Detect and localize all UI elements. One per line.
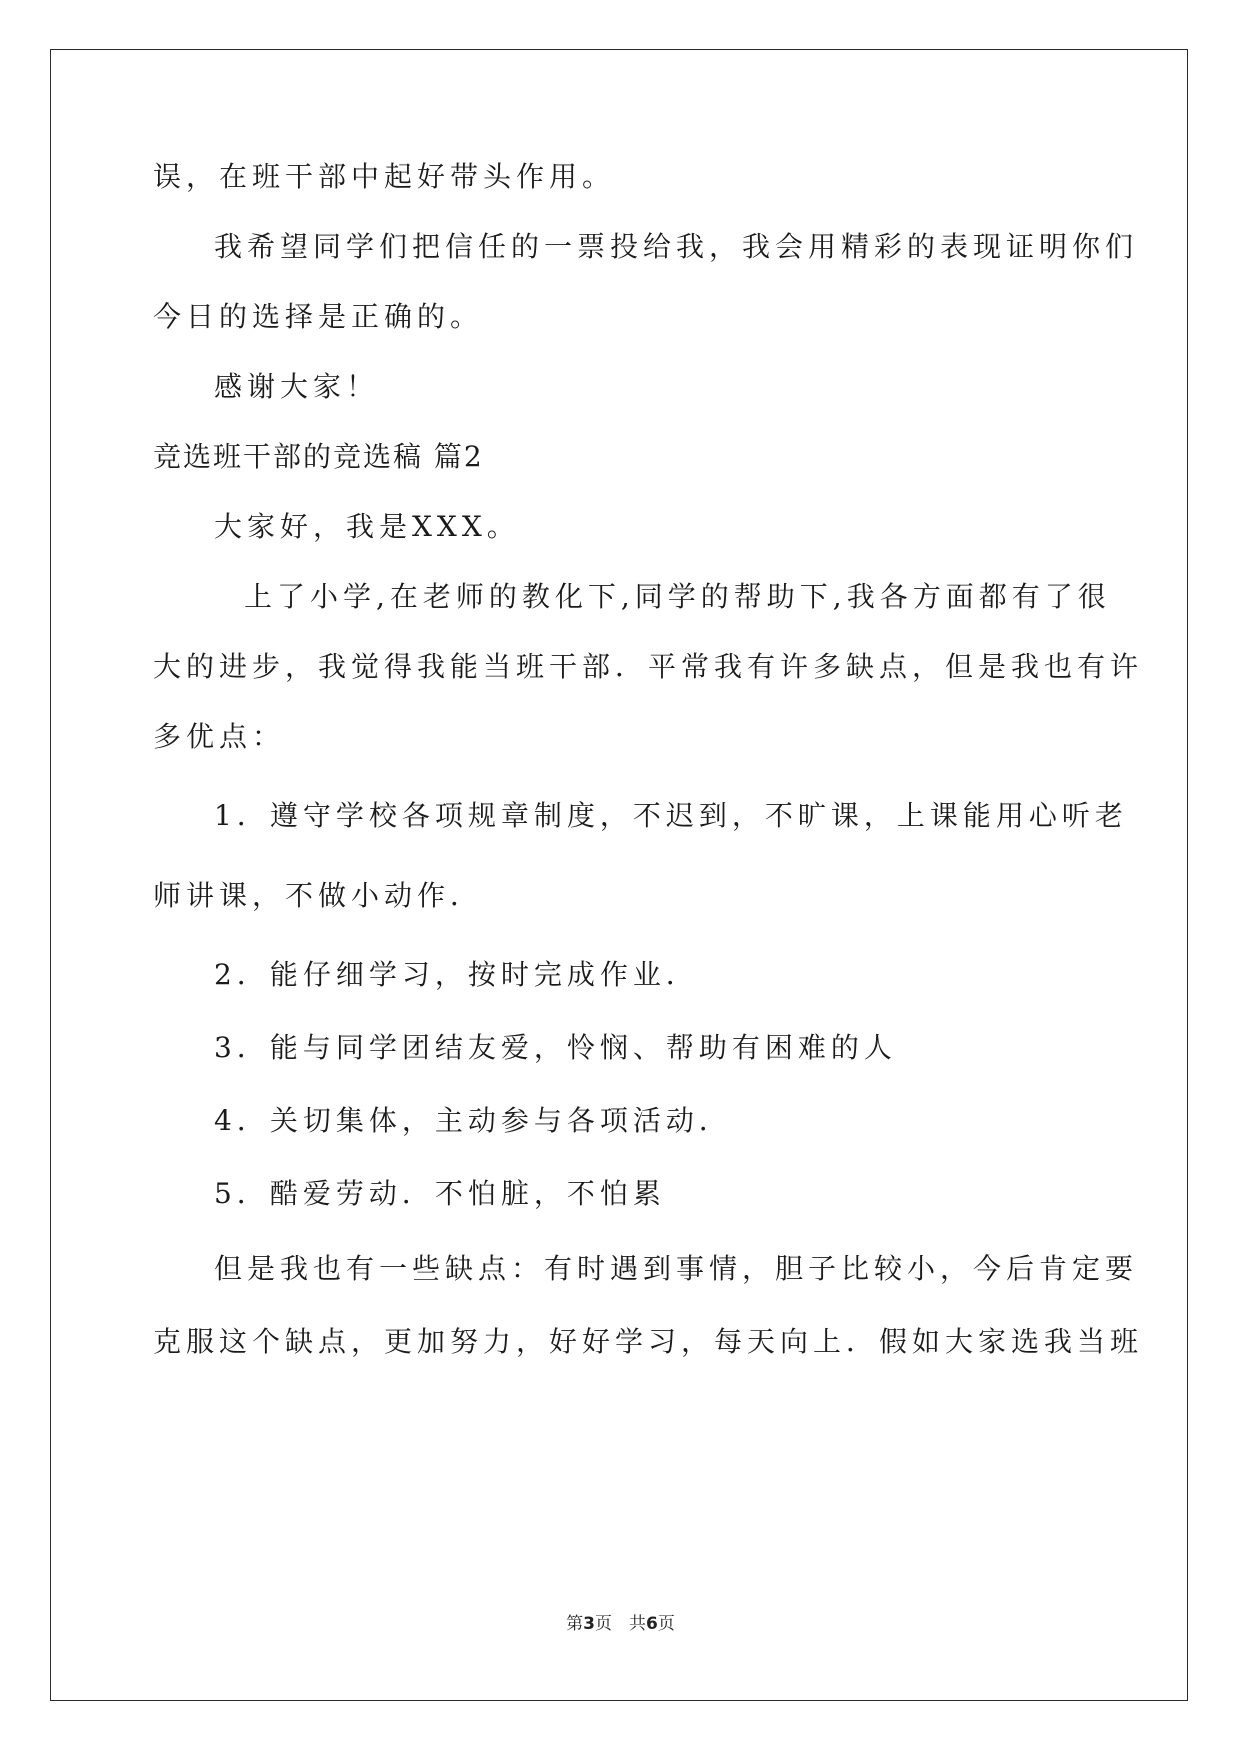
footer-total-pages: 6 [646,1614,658,1634]
text-line: 大家好，我是XXX。 [214,510,520,543]
footer-current-page: 3 [583,1614,595,1634]
footer-page-mid: 页 共 [595,1614,646,1634]
text-line: 感谢大家！ [214,370,380,403]
text-line: 但是我也有一些缺点：有时遇到事情，胆子比较小，今后肯定要 [214,1252,1139,1285]
text-line: 误，在班干部中起好带头作用。 [153,160,616,193]
list-item: 5．酷爱劳动．不怕脏，不怕累 [214,1177,666,1210]
section-heading: 竞选班干部的竞选稿 篇2 [153,440,484,473]
text-line: 上了小学,在老师的教化下,同学的帮助下,我各方面都有了很 [244,580,1111,613]
list-item: 3．能与同学团结友爱，怜悯、帮助有困难的人 [214,1031,897,1064]
text-line: 师讲课，不做小动作． [153,879,484,912]
list-item: 2．能仔细学习，按时完成作业． [214,958,699,991]
text-line: 克服这个缺点，更加努力，好好学习，每天向上．假如大家选我当班 [153,1325,1144,1358]
text-line: 我希望同学们把信任的一票投给我，我会用精彩的表现证明你们 [214,230,1139,263]
page-footer [0,1612,1241,1636]
text-line: 大的进步，我觉得我能当班干部．平常我有许多缺点，但是我也有许 [153,650,1144,683]
list-item: 1．遵守学校各项规章制度，不迟到，不旷课，上课能用心听老 [214,799,1128,832]
footer-page-prefix: 第 [566,1614,584,1634]
list-item: 4．关切集体，主动参与各项活动． [214,1104,732,1137]
text-line: 多优点： [153,720,286,753]
footer-page-suffix: 页 [657,1614,675,1634]
text-line: 今日的选择是正确的。 [153,300,484,333]
